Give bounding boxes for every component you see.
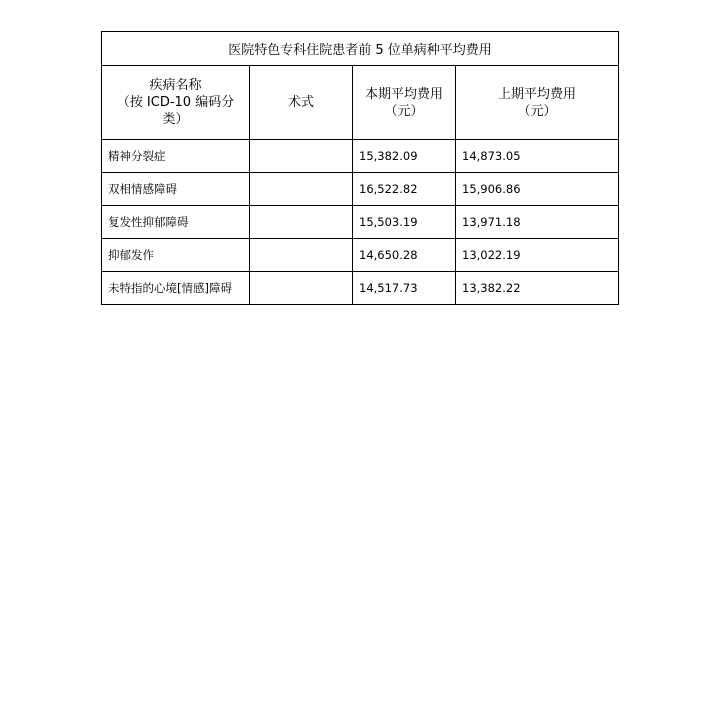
cell-procedure bbox=[250, 239, 353, 272]
cell-procedure bbox=[250, 206, 353, 239]
header-procedure-label: 术式 bbox=[287, 95, 314, 110]
header-previous-fee bbox=[456, 66, 619, 140]
header-previous-line1: 上期平均费用 bbox=[498, 86, 577, 102]
header-disease-name bbox=[102, 66, 250, 140]
fee-table bbox=[101, 31, 619, 305]
cell-current-fee: 16,522.82 bbox=[353, 173, 456, 206]
cell-current-fee: 15,382.09 bbox=[353, 140, 456, 173]
table-row bbox=[102, 239, 619, 272]
cell-disease: 精神分裂症 bbox=[102, 140, 250, 173]
header-current-line2: （元） bbox=[384, 103, 424, 119]
cell-disease: 抑郁发作 bbox=[102, 239, 250, 272]
header-disease-line2: （按 ICD-10 编码分 bbox=[116, 95, 235, 110]
cell-previous-fee: 14,873.05 bbox=[456, 140, 619, 173]
cell-current-fee: 14,517.73 bbox=[353, 272, 456, 305]
header-current-line1: 本期平均费用 bbox=[364, 86, 443, 102]
cell-current-fee: 14,650.28 bbox=[353, 239, 456, 272]
header-disease-line3: 类） bbox=[162, 112, 189, 127]
cell-previous-fee: 13,971.18 bbox=[456, 206, 619, 239]
cell-procedure bbox=[250, 140, 353, 173]
cell-disease: 复发性抑郁障碍 bbox=[102, 206, 250, 239]
table-row bbox=[102, 173, 619, 206]
table-row bbox=[102, 140, 619, 173]
table-header-row bbox=[102, 66, 619, 140]
cell-procedure bbox=[250, 272, 353, 305]
table-title-row bbox=[102, 32, 619, 66]
cell-previous-fee: 13,022.19 bbox=[456, 239, 619, 272]
cell-procedure bbox=[250, 173, 353, 206]
cell-current-fee: 15,503.19 bbox=[353, 206, 456, 239]
table-row bbox=[102, 206, 619, 239]
cell-previous-fee: 13,382.22 bbox=[456, 272, 619, 305]
cell-previous-fee: 15,906.86 bbox=[456, 173, 619, 206]
cell-disease: 双相情感障碍 bbox=[102, 173, 250, 206]
header-previous-line2: （元） bbox=[517, 103, 557, 119]
header-current-fee bbox=[353, 66, 456, 140]
table-title: 医院特色专科住院患者前 5 位单病种平均费用 bbox=[102, 32, 619, 66]
header-disease-line1: 疾病名称 bbox=[149, 78, 202, 93]
cell-disease: 未特指的心境[情感]障碍 bbox=[102, 272, 250, 305]
header-procedure bbox=[250, 66, 353, 140]
table-row bbox=[102, 272, 619, 305]
